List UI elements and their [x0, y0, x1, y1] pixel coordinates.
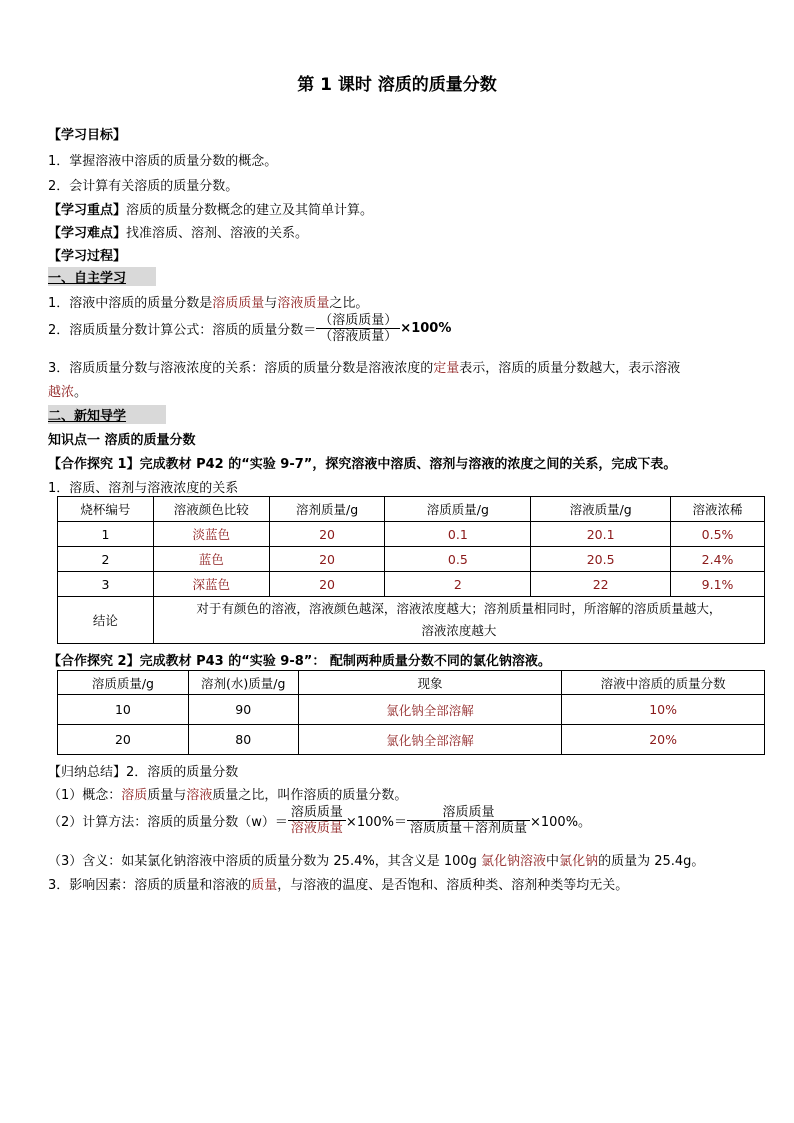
meaning-pre: （3）含义：如某氯化钠溶液中溶质的质量分数为 25.4%，其含义是 100g: [48, 854, 482, 869]
concept-mid: 质量与: [147, 788, 187, 803]
s1-line3-cont: [48, 381, 87, 400]
s1-line2-post: ×100%: [400, 321, 452, 336]
s1-formula-den: （溶液质量）: [319, 329, 398, 344]
table-cell: 0.5: [385, 547, 531, 572]
method-f2-num: 溶质质量: [407, 805, 530, 821]
table-cell: 10: [58, 695, 189, 725]
summary-label: 【归纳总结】: [48, 765, 127, 780]
method-fraction-2: [407, 805, 530, 836]
goal-item-1: 1．掌握溶液中溶质的质量分数的概念。: [48, 154, 278, 169]
table-cell: 20: [58, 725, 189, 755]
table-cell: 0.5%: [671, 522, 765, 547]
table1-conclusion-row: [58, 597, 765, 644]
table1-header: 溶剂质量/g: [269, 497, 385, 522]
s1-line1-a: 溶质质量: [212, 296, 265, 311]
table-cell: 氯化钠全部溶解: [298, 725, 562, 755]
table-cell: 20: [269, 522, 385, 547]
table-cell: 2: [58, 547, 154, 572]
s1-line1-pre: 1．溶液中溶质的质量分数是: [48, 296, 213, 311]
s1-formula-num: （溶质质量）: [316, 313, 400, 329]
table-cell: 深蓝色: [153, 572, 269, 597]
conclusion-label: 结论: [58, 597, 154, 644]
table1-header: 溶液浓稀: [671, 497, 765, 522]
table-cell: 2: [385, 572, 531, 597]
factor-line: [48, 874, 628, 893]
s1-line2: [48, 313, 451, 344]
s1-line3: [48, 357, 680, 376]
table-cell: 蓝色: [153, 547, 269, 572]
s1-line1-mid: 与: [264, 296, 278, 311]
s1-line3-end: 。: [74, 385, 88, 400]
method-mid: ×100%＝: [345, 815, 407, 830]
table-row: [58, 725, 765, 755]
table-cell: 90: [188, 695, 298, 725]
focus-line: [48, 199, 373, 218]
difficulty-label: 【学习难点】: [48, 226, 127, 241]
table-cell: 10%: [562, 695, 765, 725]
s1-formula-fraction: [316, 313, 400, 344]
method-f2-den: 溶质质量＋溶剂质量: [409, 821, 527, 836]
table2-header: 溶液中溶质的质量分数: [562, 671, 765, 695]
table1: [57, 496, 765, 644]
conclusion-cell: [153, 597, 764, 644]
conclusion-line-1: 对于有颜色的溶液，溶液颜色越深，溶液浓度越大；溶剂质量相同时，所溶解的溶质质量越大，: [196, 601, 722, 616]
page-title: 第 1 课时 溶质的质量分数: [297, 75, 497, 95]
table2-header: 溶剂(水)质量/g: [188, 671, 298, 695]
factor-pre: 3．影响因素：溶质的质量和溶液的: [48, 878, 252, 893]
method-f1-num: 溶质质量: [288, 805, 346, 821]
table1-header-row: [58, 497, 765, 522]
meaning-b: 氯化钠: [559, 854, 599, 869]
s1-line1-post: 之比。: [329, 296, 369, 311]
table1-header: 溶质质量/g: [385, 497, 531, 522]
table1-header: 溶液质量/g: [531, 497, 671, 522]
goals-heading: 【学习目标】: [48, 128, 127, 143]
section1-heading: 一、自主学习: [48, 267, 156, 286]
focus-text: 溶质的质量分数概念的建立及其简单计算。: [126, 203, 374, 218]
method-f1-den: 溶液质量: [290, 821, 343, 836]
table-cell: 22: [531, 572, 671, 597]
knowledge-point: 知识点一 溶质的质量分数: [48, 433, 196, 448]
difficulty-text: 找准溶质、溶剂、溶液的关系。: [126, 226, 309, 241]
method-pre: （2）计算方法：溶质的质量分数（w）＝: [48, 815, 288, 830]
table1-header: 烧杯编号: [58, 497, 154, 522]
factor-a: 质量: [251, 878, 278, 893]
concept-a: 溶质: [121, 788, 148, 803]
summary-text: 2．溶质的质量分数: [126, 765, 239, 780]
table-row: [58, 547, 765, 572]
s1-line1: [48, 292, 368, 311]
s1-line2-pre: 2．溶质质量分数计算公式：溶质的质量分数＝: [48, 323, 317, 338]
table1-caption: 1．溶质、溶剂与溶液浓度的关系: [48, 481, 239, 496]
table-row: [58, 522, 765, 547]
focus-label: 【学习重点】: [48, 203, 127, 218]
conclusion-line-2: 溶液浓度越大: [421, 623, 497, 638]
s1-line3-post: 表示，溶质的质量分数越大，表示溶液: [459, 361, 681, 376]
s1-line3-pre: 3．溶质质量分数与溶液浓度的关系：溶质的质量分数是溶液浓度的: [48, 361, 434, 376]
table2-header-row: [58, 671, 765, 695]
s1-line3-b: 越浓: [48, 385, 75, 400]
table-cell: 20.5: [531, 547, 671, 572]
method-post: ×100%。: [530, 815, 592, 830]
s1-line1-b: 溶液质量: [277, 296, 330, 311]
method-fraction-1: [288, 805, 346, 836]
table1-header: 溶液颜色比较: [153, 497, 269, 522]
concept-post: 质量之比，叫作溶质的质量分数。: [212, 788, 408, 803]
meaning-a: 氯化钠溶液: [481, 854, 547, 869]
concept-b: 溶液: [186, 788, 213, 803]
table-cell: 淡蓝色: [153, 522, 269, 547]
table2-header: 现象: [298, 671, 562, 695]
table-cell: 1: [58, 522, 154, 547]
concept-pre: （1）概念：: [48, 788, 122, 803]
meaning-post: 的质量为 25.4g。: [598, 854, 705, 869]
meaning-mid: 中: [546, 854, 560, 869]
goal-item-2: 2．会计算有关溶质的质量分数。: [48, 179, 239, 194]
section2-heading: 二、新知导学: [48, 405, 166, 424]
factor-post: ，与溶液的温度、是否饱和、溶质种类、溶剂种类等均无关。: [277, 878, 629, 893]
table-cell: 9.1%: [671, 572, 765, 597]
explore2-text: 【合作探究 2】完成教材 P43 的“实验 9-8”： 配制两种质量分数不同的氯化钠溶液。: [48, 654, 551, 669]
meaning-line: [48, 850, 704, 869]
table-row: [58, 572, 765, 597]
explore1-text: 【合作探究 1】完成教材 P42 的“实验 9-7”，探究溶液中溶质、溶剂与溶液的浓度之间的关系，完成下表。: [48, 457, 677, 472]
table-cell: 3: [58, 572, 154, 597]
table2: [57, 670, 765, 755]
table-cell: 80: [188, 725, 298, 755]
table-cell: 20: [269, 547, 385, 572]
table-cell: 20.1: [531, 522, 671, 547]
method-line: [48, 805, 591, 836]
table-row: [58, 695, 765, 725]
concept-line: [48, 784, 407, 803]
difficulty-line: [48, 222, 308, 241]
summary-line: [48, 761, 238, 780]
table-cell: 20: [269, 572, 385, 597]
table2-header: 溶质质量/g: [58, 671, 189, 695]
table-cell: 氯化钠全部溶解: [298, 695, 562, 725]
table-cell: 2.4%: [671, 547, 765, 572]
s1-line3-a: 定量: [433, 361, 460, 376]
table-cell: 0.1: [385, 522, 531, 547]
table-cell: 20%: [562, 725, 765, 755]
process-heading: 【学习过程】: [48, 249, 127, 264]
